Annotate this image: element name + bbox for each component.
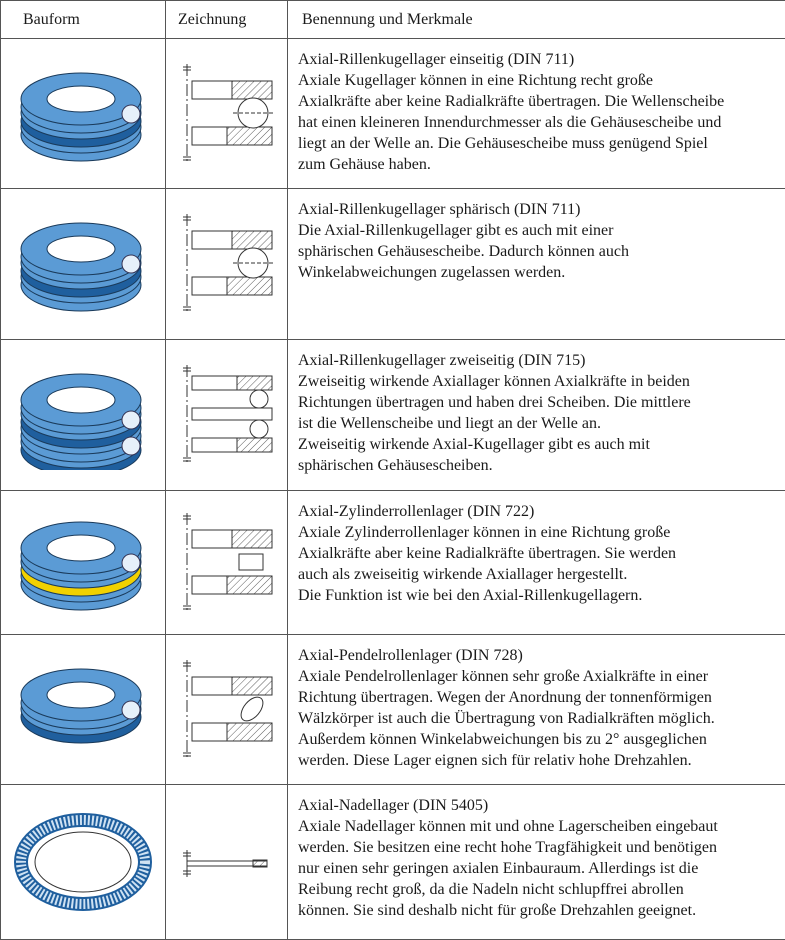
zeichnung-cell xyxy=(166,39,288,189)
bearing-title: Axial-Nadellager (DIN 5405) xyxy=(298,795,777,816)
header-row xyxy=(1,1,785,39)
header-zeichnung: Zeichnung xyxy=(166,1,288,39)
bearing-title: Axial-Rillenkugellager zweiseitig (DIN 715) xyxy=(298,350,777,371)
technical-drawing xyxy=(166,340,287,490)
bauform-cell xyxy=(1,491,166,635)
description-line: Zweiseitig wirkende Axial-Kugellager gibt es auch mit xyxy=(298,434,777,455)
bearing-illustration xyxy=(1,39,165,188)
technical-drawing xyxy=(166,785,287,939)
description-cell xyxy=(288,491,785,635)
description-line: Reibung recht groß, da die Nadeln nicht schlupffrei abrollen xyxy=(298,879,777,900)
description-cell xyxy=(288,340,785,491)
technical-drawing xyxy=(166,635,287,784)
description-line: sphärischen Gehäusescheibe. Dadurch können auch xyxy=(298,241,777,262)
table-row xyxy=(1,340,785,491)
description-line: Die Axial-Rillenkugellager gibt es auch mit einer xyxy=(298,220,777,241)
bearing-illustration xyxy=(1,340,165,490)
description-line: hat einen kleineren Innendurchmesser als die Gehäusescheibe und xyxy=(298,112,777,133)
description-line: werden. Sie besitzen eine recht hohe Tragfähigkeit und benötigen xyxy=(298,837,777,858)
description-line: Winkelabweichungen zugelassen werden. xyxy=(298,262,777,283)
bearing-title: Axial-Rillenkugellager sphärisch (DIN 711) xyxy=(298,199,777,220)
description-line: werden. Diese Lager eignen sich für relativ hohe Drehzahlen. xyxy=(298,750,777,771)
description-line: Axiale Zylinderrollenlager können in eine Richtung große xyxy=(298,522,777,543)
bauform-cell xyxy=(1,340,166,491)
description-line: liegt an der Welle an. Die Gehäusescheibe muss genügend Spiel xyxy=(298,133,777,154)
header-benennung: Benennung und Merkmale xyxy=(288,1,785,39)
description-cell xyxy=(288,189,785,340)
bearing-illustration xyxy=(1,635,165,784)
technical-drawing xyxy=(166,491,287,634)
description-line: Richtung übertragen. Wegen der Anordnung der tonnenförmigen xyxy=(298,687,777,708)
bearing-title: Axial-Rillenkugellager einseitig (DIN 711) xyxy=(298,49,777,70)
bauform-cell xyxy=(1,189,166,340)
table-row xyxy=(1,189,785,340)
description-line: Richtungen übertragen und haben drei Scheiben. Die mittlere xyxy=(298,392,777,413)
zeichnung-cell xyxy=(166,189,288,340)
description-cell xyxy=(288,39,785,189)
description-cell xyxy=(288,785,785,940)
description-line: Axiale Kugellager können in eine Richtung recht große xyxy=(298,70,777,91)
technical-drawing xyxy=(166,39,287,188)
bauform-cell xyxy=(1,39,166,189)
bearing-title: Axial-Pendelrollenlager (DIN 728) xyxy=(298,645,777,666)
description-line: Die Funktion ist wie bei den Axial-Rillenkugellagern. xyxy=(298,585,777,606)
description-line: auch als zweiseitig wirkende Axiallager hergestellt. xyxy=(298,564,777,585)
zeichnung-cell xyxy=(166,491,288,635)
bauform-cell xyxy=(1,785,166,940)
description-line: nur einen sehr geringen axialen Einbauraum. Allerdings ist die xyxy=(298,858,777,879)
header-bauform: Bauform xyxy=(1,1,166,39)
description-line: Wälzkörper ist auch die Übertragung von Radialkräften möglich. xyxy=(298,708,777,729)
table-row xyxy=(1,491,785,635)
bauform-cell xyxy=(1,635,166,785)
zeichnung-cell xyxy=(166,785,288,940)
table-row xyxy=(1,635,785,785)
description-line: Axialkräfte aber keine Radialkräfte übertragen. Die Wellenscheibe xyxy=(298,91,777,112)
description-line: Axialkräfte aber keine Radialkräfte übertragen. Sie werden xyxy=(298,543,777,564)
description-line: können. Sie sind deshalb nicht für große Drehzahlen geeignet. xyxy=(298,900,777,921)
zeichnung-cell xyxy=(166,340,288,491)
description-cell xyxy=(288,635,785,785)
description-line: ist die Wellenscheibe und liegt an der Welle an. xyxy=(298,413,777,434)
technical-drawing xyxy=(166,189,287,339)
bearing-illustration xyxy=(1,189,165,339)
description-line: zum Gehäuse haben. xyxy=(298,154,777,175)
description-line: Axiale Nadellager können mit und ohne Lagerscheiben eingebaut xyxy=(298,816,777,837)
bearing-illustration xyxy=(1,491,165,634)
bearing-title: Axial-Zylinderrollenlager (DIN 722) xyxy=(298,501,777,522)
description-line: Außerdem können Winkelabweichungen bis zu 2° ausgeglichen xyxy=(298,729,777,750)
table-row xyxy=(1,785,785,940)
zeichnung-cell xyxy=(166,635,288,785)
table-row xyxy=(1,39,785,189)
description-line: Zweiseitig wirkende Axiallager können Axialkräfte in beiden xyxy=(298,371,777,392)
description-line: Axiale Pendelrollenlager können sehr große Axialkräfte in einer xyxy=(298,666,777,687)
description-line: sphärischen Gehäusescheiben. xyxy=(298,455,777,476)
bearing-illustration xyxy=(1,785,165,939)
